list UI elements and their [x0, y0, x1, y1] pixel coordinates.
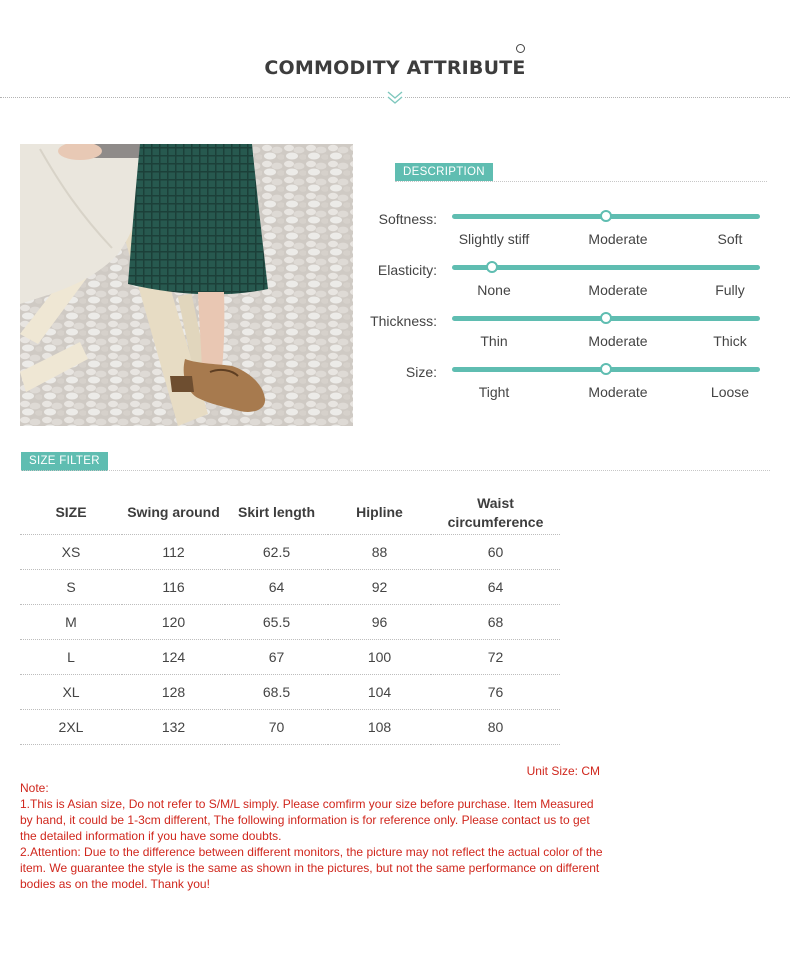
attribute-option: Tight: [478, 384, 510, 400]
attribute-option: Moderate: [588, 231, 648, 247]
section-title: COMMODITY ATTRIBUTE: [264, 57, 526, 79]
table-cell: 2XL: [20, 709, 122, 744]
table-cell: 60: [431, 534, 560, 569]
attribute-slider-track: [452, 367, 760, 372]
note-item: 2.Attention: Due to the difference between different monitors, the picture may not reflect the actual color of the item. We guarantee the style is the same as shown in the pictures, but not the same performance on different bodies as on the model. Thank you!: [20, 845, 603, 891]
attribute-option: None: [477, 282, 511, 298]
double-chevron-down-icon: [385, 90, 405, 106]
column-header: Hipline: [328, 490, 431, 534]
table-cell: XS: [20, 534, 122, 569]
table-cell: 116: [122, 569, 225, 604]
size-table: [20, 490, 560, 745]
attribute-label: Size:: [405, 364, 437, 380]
table-cell: 76: [431, 674, 560, 709]
table-cell: 62.5: [225, 534, 328, 569]
table-row: [20, 604, 560, 639]
attribute-slider-knob: [600, 312, 612, 324]
size-filter-tag: SIZE FILTER: [21, 452, 108, 471]
table-cell: 100: [328, 639, 431, 674]
table-cell: 64: [225, 569, 328, 604]
description-divider: [395, 181, 767, 182]
attribute-option: Moderate: [588, 282, 648, 298]
description-tag: DESCRIPTION: [395, 163, 493, 181]
column-header: Waist circumference: [431, 490, 560, 534]
table-cell: 108: [328, 709, 431, 744]
table-cell: 132: [122, 709, 225, 744]
attribute-slider-track: [452, 265, 760, 270]
table-row: [20, 569, 560, 604]
table-cell: 120: [122, 604, 225, 639]
table-cell: M: [20, 604, 122, 639]
table-cell: XL: [20, 674, 122, 709]
table-row: [20, 534, 560, 569]
table-cell: S: [20, 569, 122, 604]
attribute-slider-track: [452, 214, 760, 219]
table-cell: 92: [328, 569, 431, 604]
table-cell: 80: [431, 709, 560, 744]
table-cell: 70: [225, 709, 328, 744]
column-header: SIZE: [20, 490, 122, 534]
notes-block: [20, 780, 605, 892]
product-photo: [20, 144, 353, 426]
attribute-option: Thick: [713, 333, 747, 349]
attribute-slider-knob: [600, 363, 612, 375]
notes-title: Note:: [20, 781, 49, 795]
attribute-slider-knob: [486, 261, 498, 273]
note-item: 1.This is Asian size, Do not refer to S/M/L simply. Please comfirm your size before purchase. Item Measured by hand, it could be 1-3cm different, The following information is for reference only. Please contact us to get the detailed information if you have some doubts.: [20, 797, 594, 843]
degree-circle-icon: [516, 44, 525, 53]
attribute-label: Softness:: [378, 211, 437, 227]
table-cell: L: [20, 639, 122, 674]
table-cell: 72: [431, 639, 560, 674]
attribute-slider-track: [452, 316, 760, 321]
attribute-label: Thickness:: [370, 313, 437, 329]
table-cell: 68.5: [225, 674, 328, 709]
table-cell: 128: [122, 674, 225, 709]
table-cell: 124: [122, 639, 225, 674]
table-row: [20, 674, 560, 709]
unit-size-label: Unit Size: CM: [526, 764, 600, 778]
attribute-option: Loose: [710, 384, 750, 400]
table-cell: 104: [328, 674, 431, 709]
table-cell: 65.5: [225, 604, 328, 639]
table-cell: 88: [328, 534, 431, 569]
table-header-row: [20, 490, 560, 534]
table-row: [20, 709, 560, 744]
table-cell: 64: [431, 569, 560, 604]
attribute-option: Slightly stiff: [458, 231, 530, 247]
size-filter-divider: [21, 470, 770, 471]
attribute-slider-knob: [600, 210, 612, 222]
attribute-option: Thin: [480, 333, 508, 349]
table-cell: 96: [328, 604, 431, 639]
attribute-option: Fully: [715, 282, 745, 298]
table-cell: 67: [225, 639, 328, 674]
attribute-option: Moderate: [588, 333, 648, 349]
table-row: [20, 639, 560, 674]
attribute-option: Moderate: [588, 384, 648, 400]
table-cell: 68: [431, 604, 560, 639]
column-header: Skirt length: [225, 490, 328, 534]
attribute-label: Elasticity:: [377, 262, 437, 278]
attribute-option: Soft: [717, 231, 743, 247]
column-header: Swing around: [122, 490, 225, 534]
table-cell: 112: [122, 534, 225, 569]
